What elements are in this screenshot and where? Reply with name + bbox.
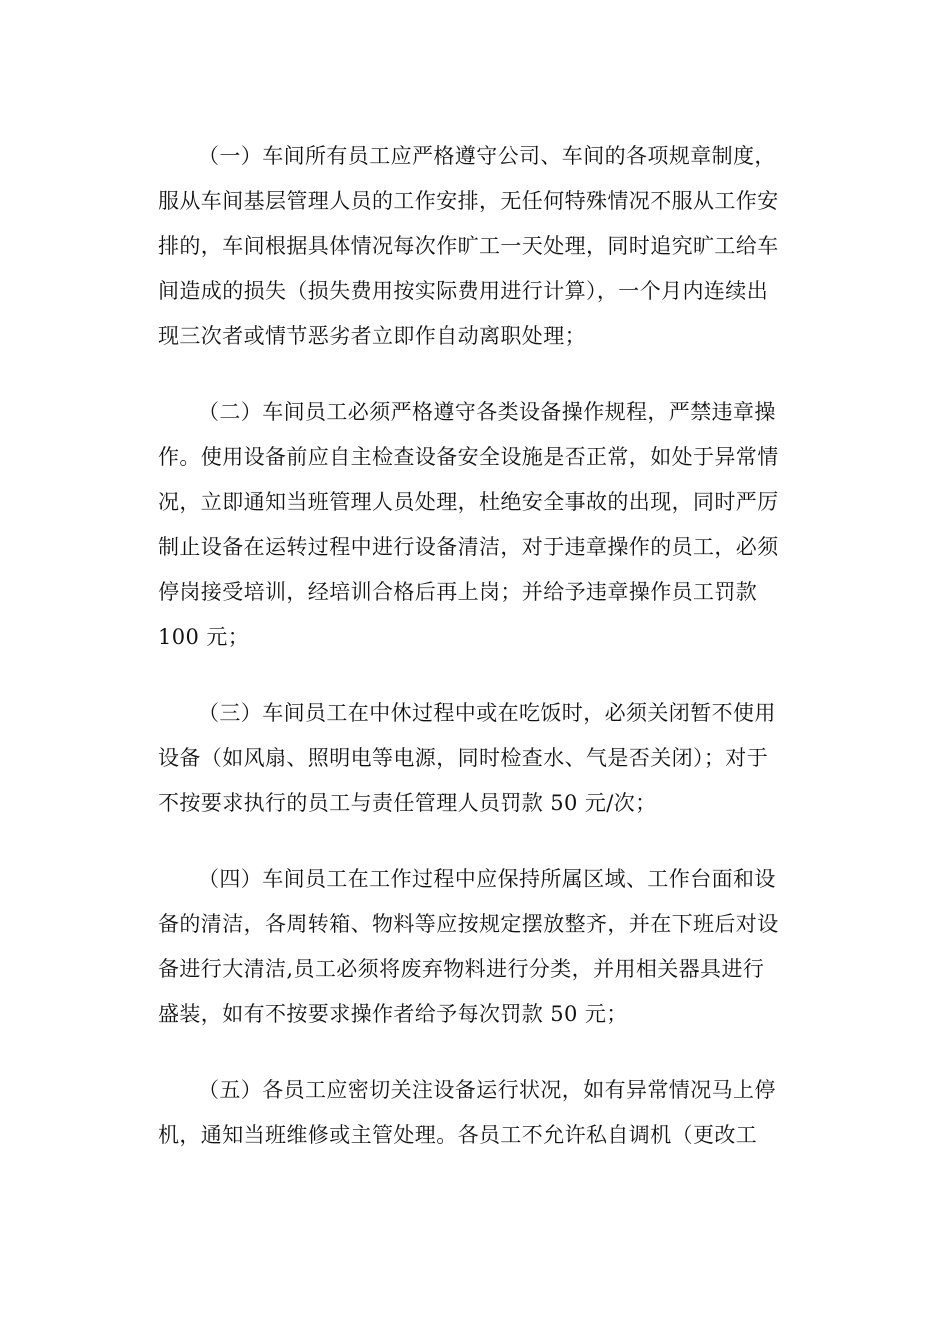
- paragraph-gap: [158, 660, 818, 691]
- paragraph-5: [158, 1068, 818, 1158]
- paragraph-line: 停岗接受培训，经培训合格后再上岗；并给予违章操作员工罚款: [158, 580, 758, 604]
- paragraph-line: 备的清洁，各周转箱、物料等应按规定摆放整齐，并在下班后对设: [158, 912, 779, 936]
- paragraph-line: 排的，车间根据具体情况每次作旷工一天处理，同时追究旷工给车: [158, 234, 779, 258]
- paragraph-2: [158, 390, 818, 660]
- paragraph-gap: [158, 1037, 818, 1068]
- paragraph-line: 备进行大清洁,员工必须将废弃物料进行分类，并用相关器具进行: [158, 957, 765, 981]
- paragraph-line: （二）车间员工必须严格遵守各类设备操作规程，严禁违章操: [198, 400, 776, 424]
- paragraph-line: （一）车间所有员工应严格遵守公司、车间的各项规章制度，: [198, 144, 776, 168]
- paragraph-gap: [158, 826, 818, 857]
- paragraph-line: （三）车间员工在中休过程中或在吃饭时，必须关闭暂不使用: [198, 701, 776, 725]
- paragraph-line: 现三次者或情节恶劣者立即作自动离职处理；: [158, 324, 586, 348]
- paragraph-line: 设备（如风扇、照明电等电源，同时检查水、气是否关闭）；对于: [158, 746, 769, 770]
- paragraph-line: 不按要求执行的员工与责任管理人员罚款 50 元/次；: [158, 791, 657, 815]
- paragraph-line: 机，通知当班维修或主管处理。各员工不允许私自调机（更改工: [158, 1123, 758, 1147]
- paragraph-gap: [158, 359, 818, 390]
- paragraph-3: [158, 691, 818, 826]
- paragraph-line: 盛装，如有不按要求操作者给予每次罚款 50 元；: [158, 1002, 628, 1026]
- paragraph-line: 作。使用设备前应自主检查设备安全设施是否正常，如处于异常情: [158, 445, 779, 469]
- paragraph-line: 间造成的损失（损失费用按实际费用进行计算），一个月内连续出: [158, 279, 769, 303]
- paragraph-line: 况，立即通知当班管理人员处理，杜绝安全事故的出现，同时严厉: [158, 490, 779, 514]
- paragraph-line: （五）各员工应密切关注设备运行状况，如有异常情况马上停: [198, 1078, 776, 1102]
- paragraph-line: 100 元；: [158, 625, 250, 649]
- paragraph-line: 服从车间基层管理人员的工作安排，无任何特殊情况不服从工作安: [158, 189, 779, 213]
- paragraph-line: 制止设备在运转过程中进行设备清洁，对于违章操作的员工，必须: [158, 535, 779, 559]
- document-body: [158, 134, 818, 1158]
- paragraph-4: [158, 857, 818, 1037]
- paragraph-line: （四）车间员工在工作过程中应保持所属区域、工作台面和设: [198, 867, 776, 891]
- paragraph-1: [158, 134, 818, 359]
